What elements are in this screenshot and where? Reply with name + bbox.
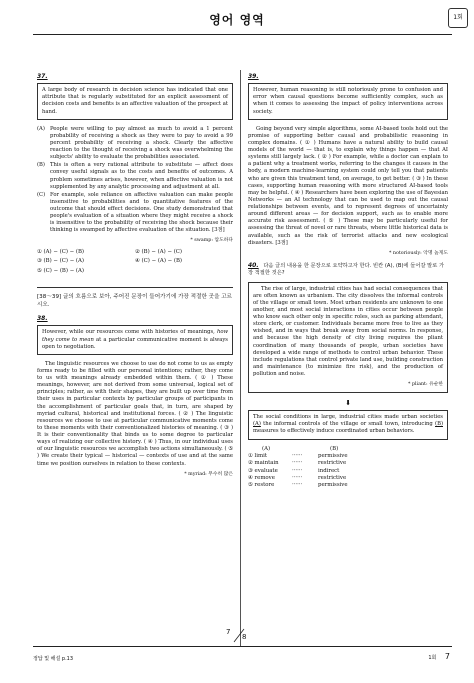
option-a: (A) People were willing to pay almost as much to avoid a 1 percent probability of receiving a shock as they were to pay to avoid a 99 percent probability of receiving a shock. Clearly the affective reaction to the thought of receiving a shock was overwhelming the subjects' ability to evaluate the probabilities associated. [37, 125, 233, 161]
question-39-footnote: * notoriously: 악명 높게도 [388, 250, 448, 256]
page-title: 영어 영역 [209, 13, 265, 27]
page-left-number: 7 [226, 628, 231, 636]
question-37-options [37, 126, 233, 235]
question-37-choices [37, 249, 233, 275]
answer-row[interactable]: ③ evaluate ······ indirect [248, 467, 340, 474]
question-40-number: 40. [248, 262, 259, 270]
question-40-answers [248, 446, 448, 490]
question-38-given-box: However, while our resources come with histories of meanings, how they come to mean at a particular communicative moment is always open to negotiation. [37, 325, 233, 354]
round-badge: 1회 [448, 8, 468, 28]
option-b: (B) This is often a very rational attribute to substitute — affect does convey useful signals as to the costs and benefits of outcomes. A problem sometimes arises, however, when affective valuation is not supplemented by any analytic processing and adjustment at all. [37, 162, 233, 190]
choice-2[interactable]: ② (B) − (A) − (C) [135, 249, 183, 256]
page-slash-icon [226, 628, 256, 643]
answer-row[interactable]: ④ remove ······ restrictive [248, 474, 347, 481]
answers-header: (A) (B) [262, 445, 339, 452]
top-rule [33, 34, 452, 35]
column-divider [240, 70, 241, 646]
option-c: (C) For example, sole reliance on affective valuation can make people insensitive to probabilities and to quantitative features of the outcome that should effect decisions. One study demonstrated that people's evaluation of a situation where they might receive a shock is insensitive to the probability of receiving the shock because their thinking is swamped by affective evaluation of the situation. [3점] [37, 191, 233, 234]
question-39-given-box: However, human reasoning is still notoriously prone to confusion and error when causal questions become sufficiently complex, such as when it comes to assessing the impact of policy interventions across society. [248, 83, 448, 120]
left-column [37, 73, 233, 483]
footer-page: 1회 7 [428, 652, 450, 661]
bottom-rule [33, 646, 452, 647]
footer-answer-ref: 정답 및 해설 p.13 [33, 656, 74, 662]
down-arrow-icon: ⬇ [345, 398, 351, 407]
right-column [248, 73, 448, 490]
page-right-number: 8 [242, 633, 247, 641]
question-40-passage-box: The rise of large, industrial cities has had social consequences that are often known as urbanism. The city dissolves the informal controls of the village or small town. Most urban residents are unknown to one another, and most social interactions in cities occur between people who know each other only in specific roles, such as parking attendant, store clerk, or customer. Individuals became more free to live as they wished, and in ways that break away from social norms. In response, and because the high density of city living requires the pliant coordination of many thousands of people, urban societies have developed a wide range of methods to control urban behavior. These include regulations that control private land use, building construction and maintenance (to minimize fire risk), and the production of pollution and noise. * pliant: 유순한 [248, 282, 448, 393]
question-40-footnote: * pliant: 유순한 [408, 382, 443, 388]
answer-row[interactable]: ② maintain ······ restrictive [248, 460, 347, 467]
question-37-given-box: A large body of research in decision science has indicated that one attribute that is regularly substituted for an explicit assessment of decision costs and benefits is an affective valuation of the prospect at hand. [37, 83, 233, 120]
question-39-number: 39. [248, 73, 259, 80]
question-38-passage: The linguistic resources we choose to use do not come to us as empty forms ready to be filled with our personal intentions; rather, they come to us with meanings already embedded within them. ( ① ) These meanings, however, are not derived from some universal, logical set of principles; rather, as with their shapes, they are built up over time from their uses in particular contexts by particular groups of participants in the accomplishment of particular goals that, in turn, are shaped by myriad cultural, historical and institutional forces. ( ② ) The linguistic resources we choose to use at particular communicative moments come to these moments with their conventionalized histories of meaning. ( ③ ) It is their conventionality that binds us to some degree to particular ways of realizing our collective history. ( ④ ) Thus, in our individual uses of our linguistic resources we accomplish two actions simultaneously. ( ⑤ ) We create their typical — historical — contexts of use and at the same time we position ourselves in relation to these contexts. [37, 360, 233, 467]
choice-3[interactable]: ③ (B) − (C) − (A) [37, 258, 85, 265]
choice-5[interactable]: ⑤ (C) − (B) − (A) [37, 267, 85, 274]
question-40-prompt: 다음 글의 내용을 한 문장으로 요약하고자 한다. 빈칸 (A), (B)에 들어갈 말로 가장 적절한 것은? [248, 263, 445, 277]
question-38-footnote: * myriad: 무수히 많은 [184, 471, 233, 477]
question-40-summary-box: The social conditions in large, industrial cities made urban societies (A) the informal controls of the village or small town, introducing (B) measures to effectively induce coordinated urban behaviors. [248, 410, 448, 439]
question-38-number: 38. [37, 315, 48, 323]
choice-4[interactable]: ④ (C) − (A) − (B) [135, 258, 183, 265]
answer-row[interactable]: ⑤ restore ······ permissive [248, 482, 348, 489]
page-number-box [226, 628, 256, 643]
answer-row[interactable]: ① limit ······ permissive [248, 452, 348, 459]
choice-1[interactable]: ① (A) − (C) − (B) [37, 249, 85, 256]
question-39-passage: Going beyond very simple algorithms, some AI-based tools hold out the promise of supporting better causal and probabilistic reasoning in complex domains. ( ① ) Humans have a natural ability to build causal models of the world — that is, to explain why things happen — that AI systems still largely lack. ( ② ) For example, while a doctor can explain to a patient why a treatment works, referring to the changes it causes in the body, a modern machine-learning system could only tell you that patients who are given this treatment tend, on average, to get better. ( ③ ) In these cases, supporting human reasoning with more structured AI-based tools may be helpful. ( ④ ) Researchers have been exploring the use of Bayesian Networks — an AI technology that can be used to map out the causal relationships between events, and to represent degrees of uncertainty around different areas — for decision support, such as to enable more accurate risk assessment. ( ⑤ ) These may be particularly useful for assessing the threat of novel or rare threats, where little historical data is available, such as the risk of terrorist attacks and new ecological disasters. [3점] [248, 125, 448, 246]
question-37-number: 37. [37, 73, 48, 80]
question-37-footnote: * swamp: 압도하다 [190, 237, 233, 243]
section-instruction: [38～39] 글의 흐름으로 보아, 주어진 문장이 들어가기에 가장 적절한 곳을 고르시오. [37, 287, 233, 309]
